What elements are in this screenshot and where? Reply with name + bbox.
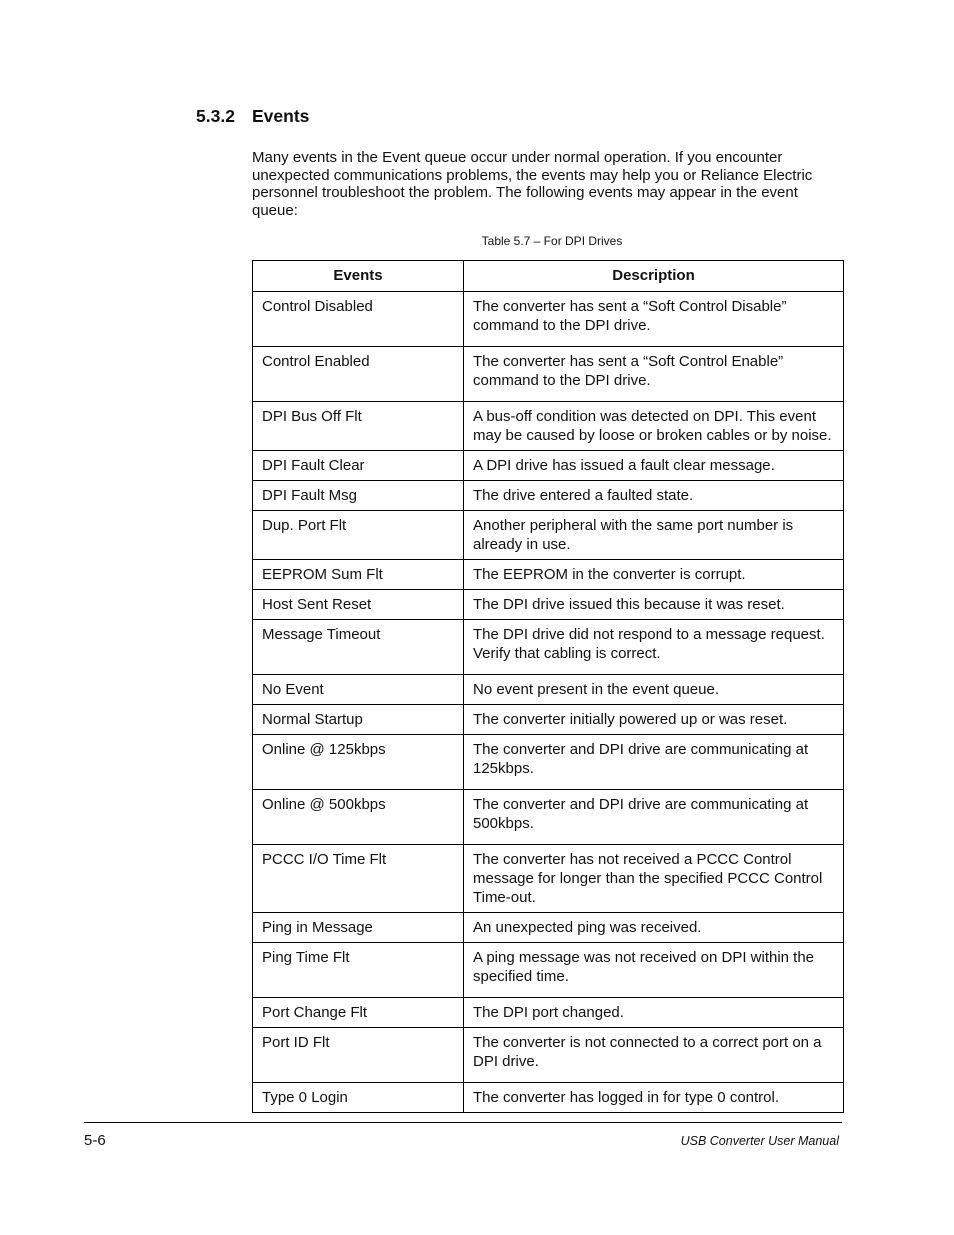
event-name: Host Sent Reset — [253, 590, 464, 620]
event-name: Normal Startup — [253, 705, 464, 735]
event-description: The DPI port changed. — [464, 998, 844, 1028]
table-row — [253, 347, 844, 402]
event-description: Another peripheral with the same port number is already in use. — [464, 511, 844, 560]
event-name: Message Timeout — [253, 620, 464, 675]
event-name: DPI Fault Clear — [253, 451, 464, 481]
event-description: The converter has logged in for type 0 control. — [464, 1083, 844, 1113]
event-description: The converter has not received a PCCC Control message for longer than the specified PCCC Control Time-out. — [464, 845, 844, 913]
event-name: Ping in Message — [253, 913, 464, 943]
event-name: No Event — [253, 675, 464, 705]
section-heading — [196, 106, 309, 127]
event-description: The converter has sent a “Soft Control Disable” command to the DPI drive. — [464, 292, 844, 347]
table-row — [253, 1028, 844, 1083]
table-row — [253, 1083, 844, 1113]
table-row — [253, 943, 844, 998]
table-row — [253, 292, 844, 347]
event-description: The DPI drive did not respond to a message request. Verify that cabling is correct. — [464, 620, 844, 675]
event-name: Port ID Flt — [253, 1028, 464, 1083]
section-number: 5.3.2 — [196, 106, 235, 126]
event-name: EEPROM Sum Flt — [253, 560, 464, 590]
event-name: DPI Fault Msg — [253, 481, 464, 511]
event-description: The converter initially powered up or was reset. — [464, 705, 844, 735]
event-name: Online @ 125kbps — [253, 735, 464, 790]
manual-title: USB Converter User Manual — [680, 1134, 839, 1148]
event-description: The EEPROM in the converter is corrupt. — [464, 560, 844, 590]
table-row — [253, 913, 844, 943]
event-description: The converter and DPI drive are communicating at 125kbps. — [464, 735, 844, 790]
event-description: A ping message was not received on DPI within the specified time. — [464, 943, 844, 998]
table-row — [253, 481, 844, 511]
table-row — [253, 675, 844, 705]
table-row — [253, 620, 844, 675]
event-name: DPI Bus Off Flt — [253, 402, 464, 451]
event-name: Type 0 Login — [253, 1083, 464, 1113]
table-row — [253, 511, 844, 560]
footer-divider — [84, 1122, 842, 1123]
table-row — [253, 845, 844, 913]
table-row — [253, 705, 844, 735]
event-description: The DPI drive issued this because it was reset. — [464, 590, 844, 620]
event-name: Control Enabled — [253, 347, 464, 402]
column-header-description: Description — [464, 261, 844, 292]
event-description: An unexpected ping was received. — [464, 913, 844, 943]
table-row — [253, 590, 844, 620]
section-title: Events — [252, 106, 310, 126]
table-row — [253, 560, 844, 590]
intro-paragraph: Many events in the Event queue occur under normal operation. If you encounter unexpected communications problems, the events may help you or Reliance Electric personnel troubleshoot the problem. The following events may appear in the event queue: — [252, 149, 813, 219]
event-description: The converter and DPI drive are communicating at 500kbps. — [464, 790, 844, 845]
page-number: 5-6 — [84, 1132, 106, 1149]
event-name: Dup. Port Flt — [253, 511, 464, 560]
event-description: The drive entered a faulted state. — [464, 481, 844, 511]
event-description: The converter has sent a “Soft Control Enable” command to the DPI drive. — [464, 347, 844, 402]
table-caption: Table 5.7 – For DPI Drives — [481, 234, 623, 248]
table-header-row — [253, 261, 844, 292]
event-name: Control Disabled — [253, 292, 464, 347]
event-description: A DPI drive has issued a fault clear message. — [464, 451, 844, 481]
event-name: PCCC I/O Time Flt — [253, 845, 464, 913]
table-row — [253, 402, 844, 451]
table-row — [253, 451, 844, 481]
table-row — [253, 735, 844, 790]
event-name: Port Change Flt — [253, 998, 464, 1028]
event-description: The converter is not connected to a correct port on a DPI drive. — [464, 1028, 844, 1083]
event-description: No event present in the event queue. — [464, 675, 844, 705]
table-row — [253, 790, 844, 845]
events-table — [252, 260, 844, 1113]
event-name: Online @ 500kbps — [253, 790, 464, 845]
event-description: A bus-off condition was detected on DPI. This event may be caused by loose or broken cables or by noise. — [464, 402, 844, 451]
event-name: Ping Time Flt — [253, 943, 464, 998]
table-row — [253, 998, 844, 1028]
column-header-events: Events — [253, 261, 464, 292]
